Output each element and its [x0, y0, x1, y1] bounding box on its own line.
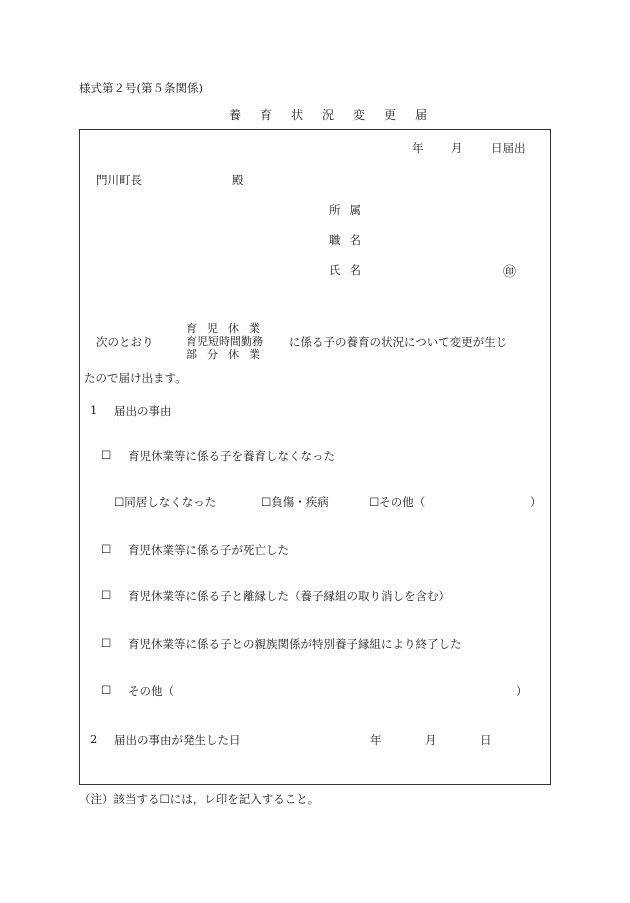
reason-5-checkbox[interactable]: ☐ — [101, 683, 112, 697]
addressee-honorific: 殿 — [232, 173, 244, 187]
seal-mark: ㊞ — [503, 265, 517, 280]
date-month: 月 — [451, 141, 463, 155]
footnote: （注）該当する☐には，レ印を記入すること。 — [79, 792, 320, 806]
option-partial-leave: 部分休業 — [186, 348, 270, 361]
intro-continuation: たので届け出ます。 — [84, 371, 187, 385]
reason-2-checkbox[interactable]: ☐ — [101, 542, 112, 556]
form-title: 養育状況変更届 — [229, 108, 447, 122]
occurrence-year: 年 — [370, 733, 382, 747]
occurrence-month: 月 — [425, 733, 437, 747]
affiliation-label: 所属 — [329, 203, 370, 217]
position-label: 職名 — [329, 233, 370, 247]
reason-4-text: 育児休業等に係る子との親族関係が特別養子縁組により終了した — [128, 637, 462, 651]
reason-5-close: ） — [516, 684, 528, 698]
addressee-name: 門川町長 — [96, 173, 142, 187]
reason-5-text: その他（ — [128, 684, 174, 698]
occurrence-day: 日 — [480, 733, 492, 747]
reason-1-checkbox[interactable]: ☐ — [101, 448, 112, 462]
reason-3-checkbox[interactable]: ☐ — [101, 588, 112, 602]
sub-reason-other-close: ） — [530, 495, 542, 509]
reason-2-text: 育児休業等に係る子が死亡した — [128, 543, 289, 557]
date-year: 年 — [412, 141, 424, 155]
section2-heading: 届出の事由が発生した日 — [114, 733, 241, 747]
reason-3-text: 育児休業等に係る子と離縁した（養子縁組の取り消しを含む） — [128, 589, 450, 603]
sub-reason-other[interactable]: ☐その他（ — [369, 495, 426, 509]
section1-heading: 届出の事由 — [114, 404, 172, 418]
leave-type-options — [186, 322, 270, 361]
sub-reason-injury[interactable]: ☐負傷・疾病 — [261, 495, 329, 509]
option-childcare-leave: 育児休業 — [186, 322, 270, 335]
form-number: 様式第２号(第５条関係) — [79, 81, 203, 95]
section2-number: 2 — [90, 732, 98, 746]
section1-number: 1 — [90, 403, 98, 417]
date-day-submitted: 日届出 — [491, 141, 526, 155]
intro-prefix: 次のとおり — [96, 335, 154, 349]
reason-1-text: 育児休業等に係る子を養育しなくなった — [128, 449, 335, 463]
option-short-hours: 育児短時間勤務 — [186, 335, 263, 348]
name-label: 氏名 — [329, 263, 370, 277]
sub-reason-cohab[interactable]: ☐同居しなくなった — [114, 495, 217, 509]
intro-suffix: に係る子の養育の状況について変更が生じ — [289, 335, 508, 349]
reason-4-checkbox[interactable]: ☐ — [101, 636, 112, 650]
